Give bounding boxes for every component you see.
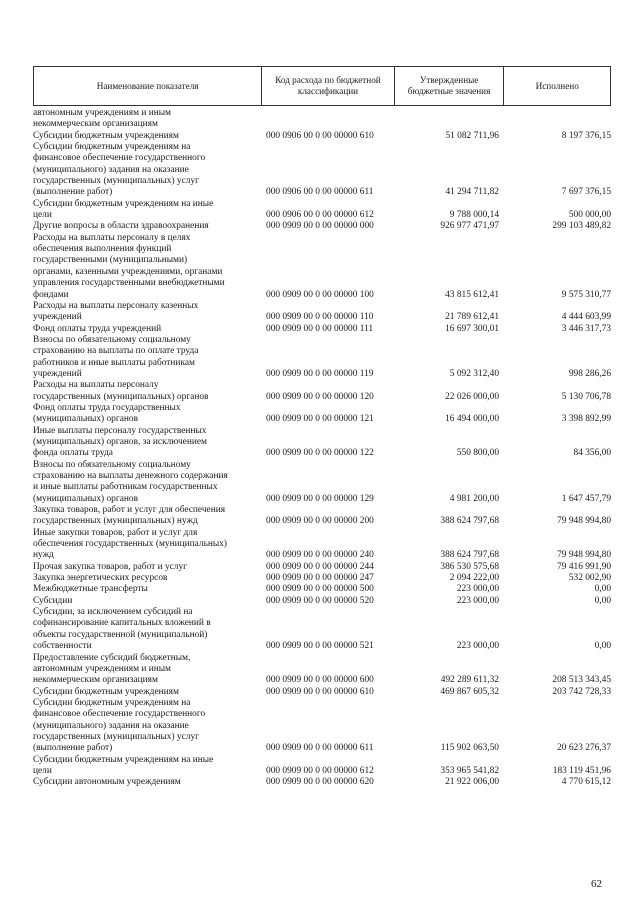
row-executed: 203 742 728,33 xyxy=(552,686,611,697)
header-name: Наименование показателя xyxy=(34,67,262,105)
row-name: Закупка энергетических ресурсов xyxy=(33,573,168,584)
row-approved: 21 789 612,41 xyxy=(445,312,499,323)
table-row xyxy=(33,131,611,142)
row-executed: 4 444 603,99 xyxy=(561,312,611,323)
row-code: 000 0909 00 0 00 00000 600 xyxy=(266,675,374,686)
table-row xyxy=(33,607,611,652)
table-row xyxy=(33,380,611,403)
row-approved xyxy=(395,108,505,131)
row-name: Предоставление субсидий бюджетным, автономным учреждениям и иным некоммерческим организациям xyxy=(33,652,191,686)
row-approved: 386 530 575,68 xyxy=(440,561,499,572)
row-name: Субсидии xyxy=(33,595,73,606)
row-code: 000 0909 00 0 00 00000 612 xyxy=(266,765,374,776)
row-executed: 500 000,00 xyxy=(568,210,611,221)
table-row xyxy=(33,460,611,505)
table-row xyxy=(33,301,611,324)
row-approved: 223 000,00 xyxy=(456,584,499,595)
row-executed: 532 002,90 xyxy=(568,573,611,584)
row-code: 000 0909 00 0 00 00000 521 xyxy=(266,641,374,652)
row-approved: 388 624 797,68 xyxy=(440,516,499,527)
row-name: автономным учреждениям и иным некоммерческим организациям xyxy=(33,108,171,130)
row-name: Субсидии бюджетным учреждениям на финансовое обеспечение государственного (муниципального) задания на оказание государственных (муниципальных) услуг (выполнение работ) xyxy=(33,142,206,198)
row-code: 000 0909 00 0 00 00000 120 xyxy=(266,391,374,402)
row-approved: 9 788 000,14 xyxy=(449,210,499,221)
row-approved: 51 082 711,96 xyxy=(445,130,499,141)
row-code: 000 0909 00 0 00 00000 520 xyxy=(266,595,374,606)
row-approved: 22 026 000,00 xyxy=(445,391,499,402)
row-executed: 79 416 991,90 xyxy=(557,561,611,572)
row-code: 000 0909 00 0 00 00000 110 xyxy=(266,312,374,323)
row-approved: 5 092 312,40 xyxy=(449,368,499,379)
row-code: 000 0906 00 0 00 00000 611 xyxy=(266,187,374,198)
row-code: 000 0906 00 0 00 00000 612 xyxy=(266,210,374,221)
row-name: Фонд оплаты труда государственных (муниципальных) органов xyxy=(33,402,181,425)
row-approved: 926 977 471,97 xyxy=(440,221,499,232)
row-executed: 8 197 376,15 xyxy=(561,130,611,141)
row-executed: 0,00 xyxy=(594,595,611,606)
row-name: Иные закупки товаров, работ и услуг для обеспечения государственных (муниципальных) нужд xyxy=(33,527,227,561)
page-number: 62 xyxy=(591,878,602,890)
table-row xyxy=(33,233,611,301)
row-name: Взносы по обязательному социальному страхованию на выплаты денежного содержания и иные выплаты работникам государственных (муниципальных) органов xyxy=(33,459,228,504)
row-code: 000 0909 00 0 00 00000 200 xyxy=(266,516,374,527)
table-header xyxy=(33,66,611,106)
row-code xyxy=(262,108,395,131)
row-code: 000 0909 00 0 00 00000 240 xyxy=(266,550,374,561)
row-executed: 4 770 615,12 xyxy=(561,777,611,788)
row-executed: 183 119 451,96 xyxy=(552,765,611,776)
row-name: Субсидии бюджетным учреждениям на иные цели xyxy=(33,198,214,221)
row-code: 000 0909 00 0 00 00000 111 xyxy=(266,323,374,334)
row-executed: 0,00 xyxy=(594,641,611,652)
row-approved: 4 981 200,00 xyxy=(449,493,499,504)
row-code: 000 0909 00 0 00 00000 119 xyxy=(266,368,374,379)
table-row xyxy=(33,573,611,584)
row-code: 000 0909 00 0 00 00000 000 xyxy=(266,221,374,232)
row-name: Межбюджетные трансферты xyxy=(33,584,148,595)
header-approved: Утвержденные бюджетные значения xyxy=(395,67,505,105)
row-executed: 0,00 xyxy=(594,584,611,595)
table-row xyxy=(33,755,611,778)
row-code: 000 0909 00 0 00 00000 129 xyxy=(266,493,374,504)
row-executed: 3 398 892,99 xyxy=(561,414,611,425)
row-approved: 388 624 797,68 xyxy=(440,550,499,561)
row-code: 000 0909 00 0 00 00000 500 xyxy=(266,584,374,595)
row-name: Субсидии бюджетным учреждениям xyxy=(33,130,179,141)
row-approved: 21 922 006,00 xyxy=(445,777,499,788)
row-executed: 3 446 317,73 xyxy=(561,323,611,334)
table-row xyxy=(33,562,611,573)
table-row xyxy=(33,335,611,380)
row-code: 000 0909 00 0 00 00000 100 xyxy=(266,289,374,300)
table-row xyxy=(33,584,611,595)
row-executed: 299 103 489,82 xyxy=(552,221,611,232)
row-approved: 492 289 611,32 xyxy=(440,675,499,686)
row-executed: 84 356,00 xyxy=(573,448,611,459)
table-row xyxy=(33,698,611,755)
row-approved: 16 697 300,01 xyxy=(445,323,499,334)
row-code: 000 0909 00 0 00 00000 247 xyxy=(266,573,374,584)
row-code: 000 0909 00 0 00 00000 611 xyxy=(266,743,374,754)
row-approved: 43 815 612,41 xyxy=(445,289,499,300)
table-row xyxy=(33,403,611,426)
row-approved: 223 000,00 xyxy=(456,641,499,652)
row-name: Расходы на выплаты персоналу казенных учреждений xyxy=(33,300,199,323)
row-name: Субсидии, за исключением субсидий на софинансирование капитальных вложений в объекты государственной (муниципальной) собственности xyxy=(33,607,211,652)
row-code: 000 0909 00 0 00 00000 610 xyxy=(266,686,374,697)
row-name: Расходы на выплаты персоналу государственных (муниципальных) органов xyxy=(33,380,209,402)
table-row xyxy=(33,142,611,199)
row-approved: 353 965 541,82 xyxy=(440,765,499,776)
row-approved: 223 000,00 xyxy=(456,595,499,606)
header-code: Код расхода по бюджетной классификации xyxy=(262,67,395,105)
row-approved: 469 867 605,32 xyxy=(440,686,499,697)
row-approved: 16 494 000,00 xyxy=(445,414,499,425)
table-row xyxy=(33,108,611,131)
table-row xyxy=(33,221,611,232)
table-row xyxy=(33,653,611,687)
row-executed: 20 623 276,37 xyxy=(557,743,611,754)
row-executed: 1 647 457,79 xyxy=(561,493,611,504)
row-approved: 41 294 711,82 xyxy=(445,187,499,198)
row-name: Субсидии автономным учреждениям xyxy=(33,777,181,788)
row-code: 000 0906 00 0 00 00000 610 xyxy=(266,130,374,141)
row-executed: 7 697 376,15 xyxy=(561,187,611,198)
table-row xyxy=(33,505,611,528)
row-name: Другие вопросы в области здравоохранения xyxy=(33,221,209,232)
row-name: Взносы по обязательному социальному страхованию на выплаты по оплате труда работников и иные выплаты работникам учреждений xyxy=(33,334,199,379)
row-name: Прочая закупка товаров, работ и услуг xyxy=(33,561,187,572)
row-executed: 208 513 343,45 xyxy=(552,675,611,686)
row-name: Расходы на выплаты персоналу в целях обеспечения выполнения функций государственными (муниципальными) органами, казенными учреждениями, органами управления государственными внебюджетными фондами xyxy=(33,232,225,300)
row-code: 000 0909 00 0 00 00000 121 xyxy=(266,414,374,425)
row-code: 000 0909 00 0 00 00000 244 xyxy=(266,561,374,572)
row-name: Субсидии бюджетным учреждениям на иные цели xyxy=(33,754,214,776)
row-name: Субсидии бюджетным учреждениям на финансовое обеспечение государственного (муниципального) задания на оказание государственных (муниципальных) услуг (выполнение работ) xyxy=(33,697,206,754)
row-approved: 550 800,00 xyxy=(456,448,499,459)
table-body xyxy=(33,108,611,789)
table-row xyxy=(33,528,611,562)
row-executed: 5 130 706,78 xyxy=(561,391,611,402)
table-row xyxy=(33,777,611,788)
row-executed: 9 575 310,77 xyxy=(561,289,611,300)
table-row xyxy=(33,426,611,460)
table-row xyxy=(33,687,611,698)
row-executed: 79 948 994,80 xyxy=(557,550,611,561)
row-name: Субсидии бюджетным учреждениям xyxy=(33,686,179,697)
row-executed: 998 286,26 xyxy=(568,368,611,379)
table-row xyxy=(33,199,611,222)
row-name: Закупка товаров, работ и услуг для обеспечения государственных (муниципальных) нужд xyxy=(33,505,226,527)
row-approved: 2 094 222,00 xyxy=(449,573,499,584)
row-executed xyxy=(505,108,611,131)
row-name: Фонд оплаты труда учреждений xyxy=(33,323,162,334)
table-row xyxy=(33,596,611,607)
row-code: 000 0909 00 0 00 00000 620 xyxy=(266,777,374,788)
row-name: Иные выплаты персоналу государственных (муниципальных) органов, за исключением фонда оплаты труда xyxy=(33,425,207,459)
header-executed: Исполнено xyxy=(535,80,579,91)
row-code: 000 0909 00 0 00 00000 122 xyxy=(266,448,374,459)
row-executed: 79 948 994,80 xyxy=(557,516,611,527)
table-row xyxy=(33,324,611,335)
row-approved: 115 902 063,50 xyxy=(440,743,499,754)
